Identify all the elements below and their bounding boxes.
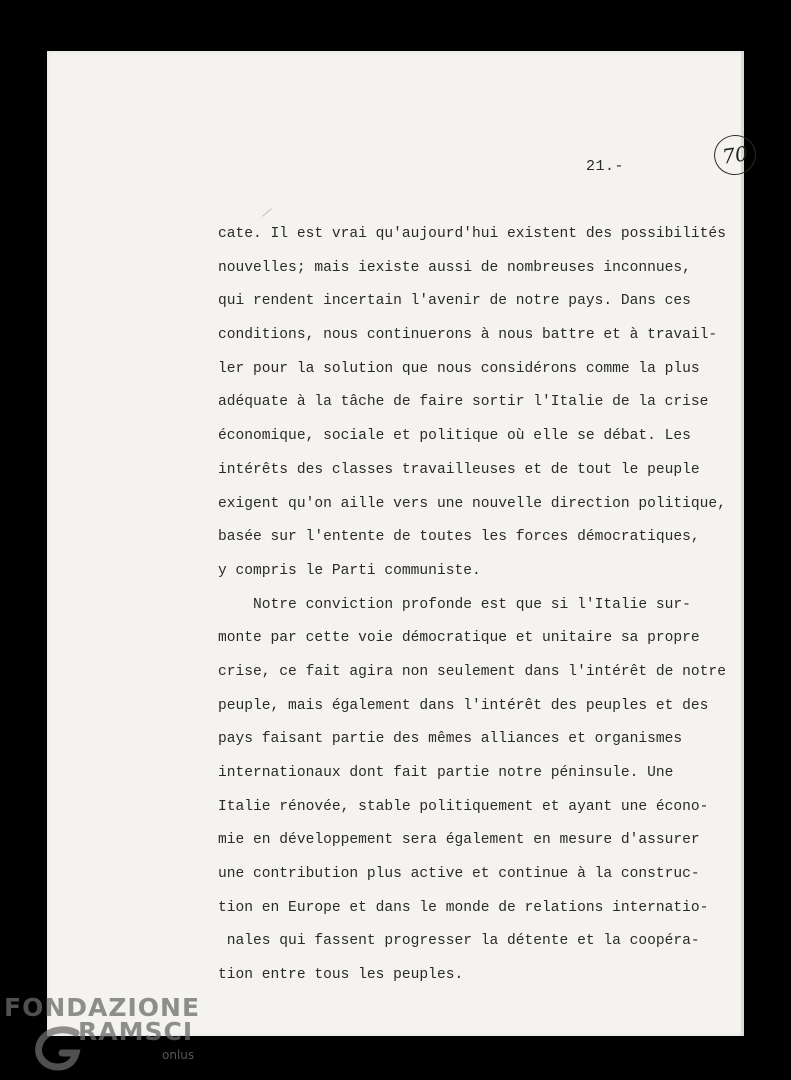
text-line: intérêts des classes travailleuses et de tout le peuple <box>218 461 700 478</box>
text-line: Notre conviction profonde est que si l'Italie sur- <box>218 596 691 613</box>
text-line: tion entre tous les peuples. <box>218 967 464 984</box>
page-number: 21.- <box>586 158 625 175</box>
text-line: nales qui fassent progresser la détente et la coopéra- <box>218 933 700 950</box>
watermark-onlus: onlus <box>162 1048 195 1062</box>
pencil-mark <box>262 208 272 216</box>
document-body <box>218 222 738 997</box>
text-line: mie en développement sera également en mesure d'assurer <box>218 832 700 849</box>
text-line: peuple, mais également dans l'intérêt des peuples et des <box>218 697 709 714</box>
text-line: adéquate à la tâche de faire sortir l'Italie de la crise <box>218 394 709 411</box>
text-line: crise, ce fait agira non seulement dans l'intérêt de notre <box>218 663 726 680</box>
text-line: internationaux dont fait partie notre péninsule. Une <box>218 765 674 781</box>
archive-page-number-stamp <box>711 132 758 177</box>
text-line: ler pour la solution que nous considérons comme la plus <box>218 360 700 377</box>
text-line: cate. Il est vrai qu'aujourd'hui existent des possibilités <box>218 226 726 242</box>
text-line: économique, sociale et politique où elle se débat. Les <box>218 428 691 445</box>
text-line: nouvelles; mais iexiste aussi de nombreuses inconnues, <box>218 259 691 276</box>
text-line: une contribution plus active et continue à la construc- <box>218 866 700 883</box>
text-line: y compris le Parti communiste. <box>218 562 481 579</box>
text-line: qui rendent incertain l'avenir de notre pays. Dans ces <box>218 293 691 310</box>
text-line: Italie rénovée, stable politiquement et ayant une écono- <box>218 798 709 815</box>
text-line: tion en Europe et dans le monde de relations internatio- <box>218 899 709 916</box>
text-line: monte par cette voie démocratique et unitaire sa propre <box>218 630 700 647</box>
fondazione-gramsci-watermark <box>2 993 202 1073</box>
watermark-line1: FONDAZIONE <box>4 993 201 1022</box>
page-edge <box>741 51 744 1036</box>
watermark-line2: RAMSCI <box>78 1017 194 1046</box>
text-line: basée sur l'entente de toutes les forces démocratiques, <box>218 529 700 546</box>
text-line: conditions, nous continuerons à nous battre et à travail- <box>218 327 718 344</box>
text-line: pays faisant partie des mêmes alliances et organismes <box>218 731 683 748</box>
text-line: exigent qu'on aille vers une nouvelle direction politique, <box>218 495 726 512</box>
archive-number-text: 70 <box>720 141 750 169</box>
